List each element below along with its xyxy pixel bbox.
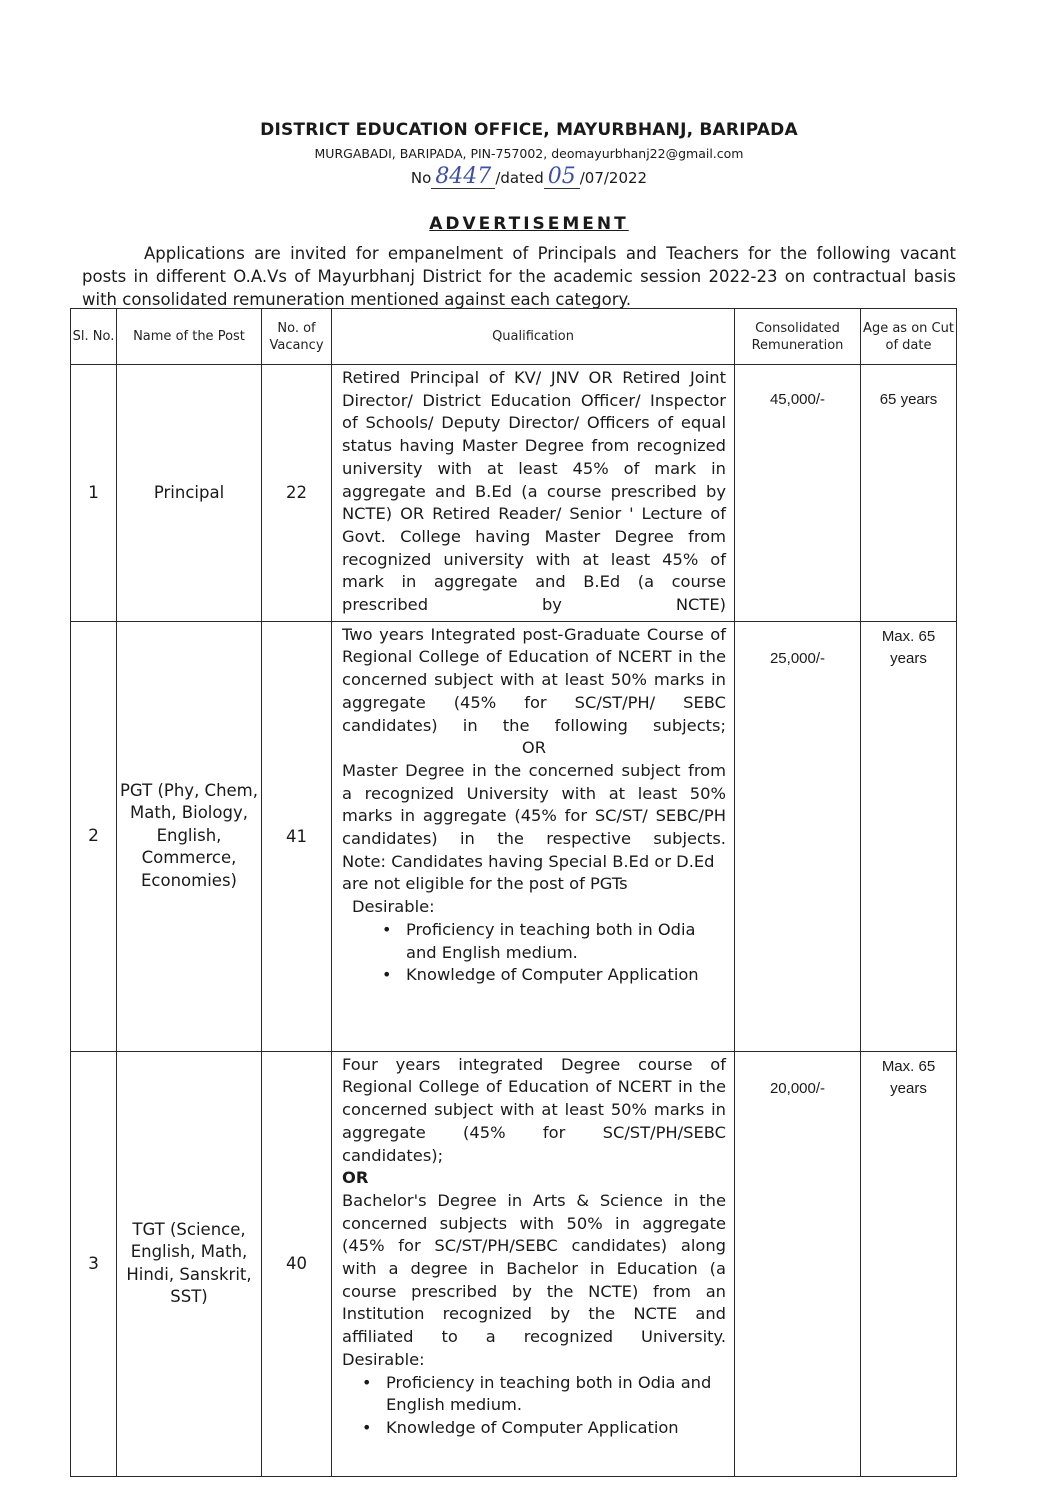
ref-day: 05 — [544, 166, 580, 189]
row-sl: 3 — [71, 1051, 117, 1476]
row-vacancy: 40 — [262, 1051, 332, 1476]
remuneration-value: 20,000/- — [769, 1079, 826, 1097]
row-vacancy: 41 — [262, 621, 332, 1051]
row-age — [861, 621, 957, 1051]
office-address: MURGABADI, BARIPADA, PIN-757002, deomayurbhanj22@gmail.com — [314, 146, 744, 161]
qualification-part1: Two years Integrated post-Graduate Course of Regional College of Education of NCERT in the concerned subject with at least 50% marks in aggregate (45% for SC/ST/PH/ SEBC candidates) in the following subjects; — [342, 624, 726, 735]
header-post: Name of the Post — [117, 309, 262, 365]
list-item: • Knowledge of Computer Application — [362, 1417, 726, 1440]
advertisement-heading: ADVERTISEMENT — [429, 214, 629, 234]
ref-suffix: /07/2022 — [579, 169, 648, 187]
qualification-part1: Four years integrated Degree course of Regional College of Education of NCERT in the concerned subject with at least 50% marks in aggregate (45% for SC/ST/PH/SEBC candidates); — [342, 1054, 726, 1165]
qualification-part2: Master Degree in the concerned subject from a recognized University with at least 50% marks in aggregate (45% for SC/ST/ SEBC/PH candidates) in the respective subjects. — [342, 760, 726, 849]
table-row — [71, 621, 957, 1051]
list-item: • Proficiency in teaching both in Odia and English medium. — [382, 919, 726, 964]
row-remuneration — [735, 365, 861, 622]
row-age — [861, 365, 957, 622]
reference-line — [0, 166, 1058, 189]
row-sl: 1 — [71, 365, 117, 622]
row-age — [861, 1051, 957, 1476]
table-header-row — [71, 309, 957, 365]
qualification-note: Note: Candidates having Special B.Ed or D.Ed are not eligible for the post of PGTs — [342, 851, 715, 894]
table-row — [71, 365, 957, 622]
qualification-or: OR — [521, 738, 547, 758]
row-remuneration — [735, 621, 861, 1051]
row-qualification — [332, 621, 735, 1051]
age-value-line1: Max. 65 — [881, 1057, 936, 1075]
qualification-text: Retired Principal of KV/ JNV OR Retired Joint Director/ District Education Officer/ Inspector of Schools/ Deputy Director/ Officers of equal status having Master Degree from recognized university with at least 45% of mark in aggregate and B.Ed (a course prescribed by NCTE) OR Retired Reader/ Senior ' Lecture of Govt. College having Master Degree from recognized university with at least 45% of mark in aggregate and B.Ed (a course prescribed by NCTE) — [342, 368, 726, 615]
row-sl: 2 — [71, 621, 117, 1051]
desirable-list — [342, 919, 726, 987]
header-qualification: Qualification — [332, 309, 735, 365]
remuneration-value: 25,000/- — [769, 649, 826, 667]
ref-number: 8447 — [431, 166, 495, 189]
desirable-list — [342, 1372, 726, 1440]
age-value-line1: Max. 65 — [881, 627, 936, 645]
list-item: • Knowledge of Computer Application — [382, 964, 726, 987]
row-post: TGT (Science, English, Math, Hindi, Sanskrit, SST) — [117, 1051, 262, 1476]
row-qualification — [332, 1051, 735, 1476]
header-sl: Sl. No. — [71, 309, 117, 365]
desirable-label: Desirable: — [352, 897, 435, 917]
office-title: DISTRICT EDUCATION OFFICE, MAYURBHANJ, BARIPADA — [260, 120, 798, 140]
qualification-or: OR — [342, 1168, 369, 1188]
table-row — [71, 1051, 957, 1476]
age-value-line2: years — [890, 649, 927, 667]
vacancy-table — [70, 308, 957, 1477]
list-item: • Proficiency in teaching both in Odia and English medium. — [362, 1372, 726, 1417]
desirable-label: Desirable: — [342, 1349, 425, 1369]
age-value: 65 years — [879, 391, 938, 408]
intro-text: Applications are invited for empanelment of Principals and Teachers for the following vacant posts in different O.A.Vs of Mayurbhanj District for the academic session 2022-23 on contractual basis with consolidated remuneration mentioned against each category. — [82, 244, 956, 309]
row-remuneration — [735, 1051, 861, 1476]
header-remuneration: Consolidated Remuneration — [735, 309, 861, 365]
remuneration-value: 45,000/- — [769, 391, 826, 408]
row-vacancy: 22 — [262, 365, 332, 622]
ref-prefix: No — [410, 169, 432, 187]
qualification-part2: Bachelor's Degree in Arts & Science in the concerned subjects with 50% in aggregate (45% for SC/ST/PH/SEBC candidates) along with a degree in Bachelor in Education (a course prescribed by the NCTE) from an Institution recognized by the NCTE and affiliated to a recognized University. — [342, 1190, 726, 1347]
header-age: Age as on Cut of date — [861, 309, 957, 365]
row-qualification — [332, 365, 735, 622]
age-value-line2: years — [890, 1079, 927, 1097]
row-post: Principal — [117, 365, 262, 622]
row-post: PGT (Phy, Chem, Math, Biology, English, Commerce, Economies) — [117, 621, 262, 1051]
ref-mid: /dated — [495, 169, 544, 187]
intro-paragraph — [82, 242, 956, 311]
header-vacancy: No. of Vacancy — [262, 309, 332, 365]
